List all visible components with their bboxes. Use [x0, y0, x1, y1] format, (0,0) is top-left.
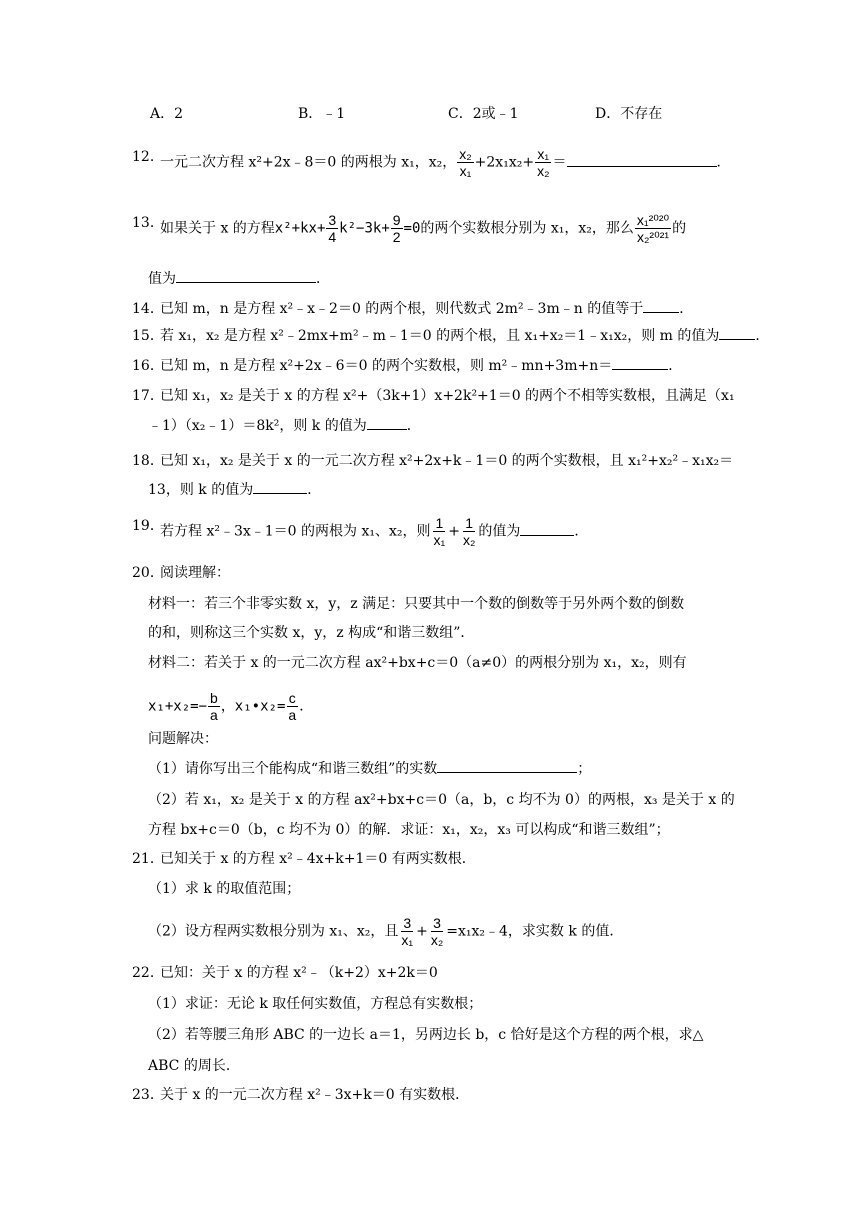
question-number: 15． — [132, 328, 164, 344]
fraction-power-ratio: $\frac{\text{x₁²⁰²⁰}}{\text{x₂²⁰²¹}}$ — [636, 212, 670, 245]
fraction-1-over-x2: $\frac{1}{\text{x₂}}$ — [462, 515, 476, 548]
fraction-c-over-a: $\frac{c}{a}$ — [288, 690, 297, 723]
question-number: 22． — [132, 965, 164, 981]
answer-blank — [643, 298, 679, 313]
section-title: 阅读理解： — [160, 565, 230, 581]
worksheet-page: A．2 B．﹣1 C．2或﹣1 D．不存在 12． 一元二次方程 x²+2x﹣8＝0 的两根为 x₁，x₂， $\frac{\text{x₂}}{\text{x₁}}$ +2x₁x₂+ $\frac{\text{x₁}}{\text{x₂}}$ ＝ ． 13． 如果关于 x 的方程x²+kx+ $\frac{3}{4}$ k²−3k+ $\frac{9}{2}$ =0的两个实数根分别为 x₁，x₂，那么 $\frac{\text{x₁²⁰²⁰}}{\text{x₂²⁰²¹}}$ 的 值为 ． 14． 已知 m，n 是方程 x²﹣x﹣2＝0 的两个根，则代数式 2m²﹣3m﹣n 的值等于 ． 15． 若 x₁，x₂ 是方程 x²﹣2mx+m²﹣m﹣1＝0 的两个根，且 x₁+x₂＝1﹣x₁x₂，则 m 的值为 ． 16． 已知 m，n 是方程 x²+2x﹣6＝0 的两个实数根，则 m²﹣mn+3m+n＝ ． 17． 已知 x₁，x₂ 是关于 x 的方程 x²+（3k+1）x+2k²+1＝0 的两个不相等实数根，且满足（x₁ ﹣1）（x₂﹣1）＝8k²，则 k 的值为 ． 18． 已知 x₁，x₂ 是关于 x 的一元二次方程 x²+2x+k﹣1＝0 的两个实数根，且 x₁²+x₂²﹣x₁x₂＝ 13，则 k 的值为 ． 19． 若方程 x²﹣3x﹣1＝0 的两根为 x₁、x₂，则 $\frac{1}{\text{x₁}}$ + $\frac{1}{\text{x₂}}$ 的值为 ． 20． 阅读理解： 材料一：若三个非零实数 x，y，z 满足：只要其中一个数的倒数等于另外两个数的倒数 的和，则称这三个实数 x，y，z 构成“和谐三数组”． 材料二：若关于 x 的一元二次方程 ax²+bx+c＝0（a≠0）的两根分别为 x₁，x₂，则有 x₁+x₂=− $\frac{b}{a}$ ，x₁•x₂= $\frac{c}{a}$ ． 问题解决： （1）请你写出三个能构成“和谐三数组”的实数 ； （2）若 x₁，x₂ 是关于 x 的方程 ax²+bx+c＝0（a，b，c 均不为 0）的两根，x₃ 是关于 x 的 方程 bx+c＝0（b，c 均不为 0）的解．求证：x₁，x₂，x₃ 可以构成“和谐三数组”； 21． 已知关于 x 的方程 x²﹣4x+k+1＝0 有两实数根． （1）求 k 的取值范围； （2）设方程两实数根分别为 x₁、x₂，且 $\frac{3}{\text{x₁}}$ + $\frac{3}{\text{x₂}}$ =x₁x₂﹣4，求实数 k 的值． 22． 已知：关于 x 的方程 x²﹣（k+2）x+2k＝0 （1）求证：无论 k 取任何实数值，方程总有实数根； （2）若等腰三角形 ABC 的一边长 a＝1，另两边长 b，c 恰好是这个方程的两个根，求△ ABC 的周长． 23． 关于 x 的一元二次方程 x²﹣3x+k＝0 有实数根． — [0, 0, 860, 1216]
fraction-b-over-a: $\frac{b}{a}$ — [210, 690, 218, 723]
question-number: 23． — [132, 1087, 164, 1103]
question-number: 17． — [132, 388, 164, 404]
question-number: 21． — [132, 851, 164, 867]
question-number: 14． — [132, 301, 164, 317]
answer-blank — [520, 521, 574, 536]
fraction-1-over-x1: $\frac{1}{\text{x₁}}$ — [433, 515, 446, 548]
fraction-9-over-2: $\frac{9}{2}$ — [392, 212, 401, 245]
question-text: 一元二次方程 x²+2x﹣8＝0 的两根为 x₁，x₂， — [160, 154, 457, 171]
question-number: 19． — [132, 518, 164, 534]
answer-blank — [612, 355, 668, 370]
answer-blank — [253, 479, 307, 494]
fraction-3-over-4: $\frac{3}{4}$ — [328, 212, 337, 245]
fraction-3-over-x1: $\frac{3}{\text{x₁}}$ — [401, 915, 414, 948]
equation-formula: x²+kx+ — [274, 220, 326, 237]
answer-blank — [367, 415, 407, 430]
question-number: 18． — [132, 453, 164, 469]
fraction-3-over-x2: $\frac{3}{\text{x₂}}$ — [430, 915, 444, 948]
option-d: D．不存在 — [595, 106, 663, 122]
answer-blank — [719, 325, 755, 340]
question-number: 20． — [132, 565, 164, 581]
question-number: 12． — [132, 149, 164, 165]
question-number: 13． — [132, 215, 164, 231]
option-b: B．﹣1 — [298, 106, 346, 122]
option-c: C．2或﹣1 — [448, 106, 519, 122]
fraction-x1-over-x2: $\frac{\text{x₁}}{\text{x₂}}$ — [537, 146, 550, 179]
answer-blank — [176, 268, 316, 283]
answer-blank — [437, 758, 577, 773]
question-number: 16． — [132, 358, 164, 374]
option-a: A．2 — [150, 106, 184, 122]
fraction-x2-over-x1: $\frac{\text{x₂}}{\text{x₁}}$ — [459, 146, 472, 179]
answer-blank — [567, 152, 717, 167]
